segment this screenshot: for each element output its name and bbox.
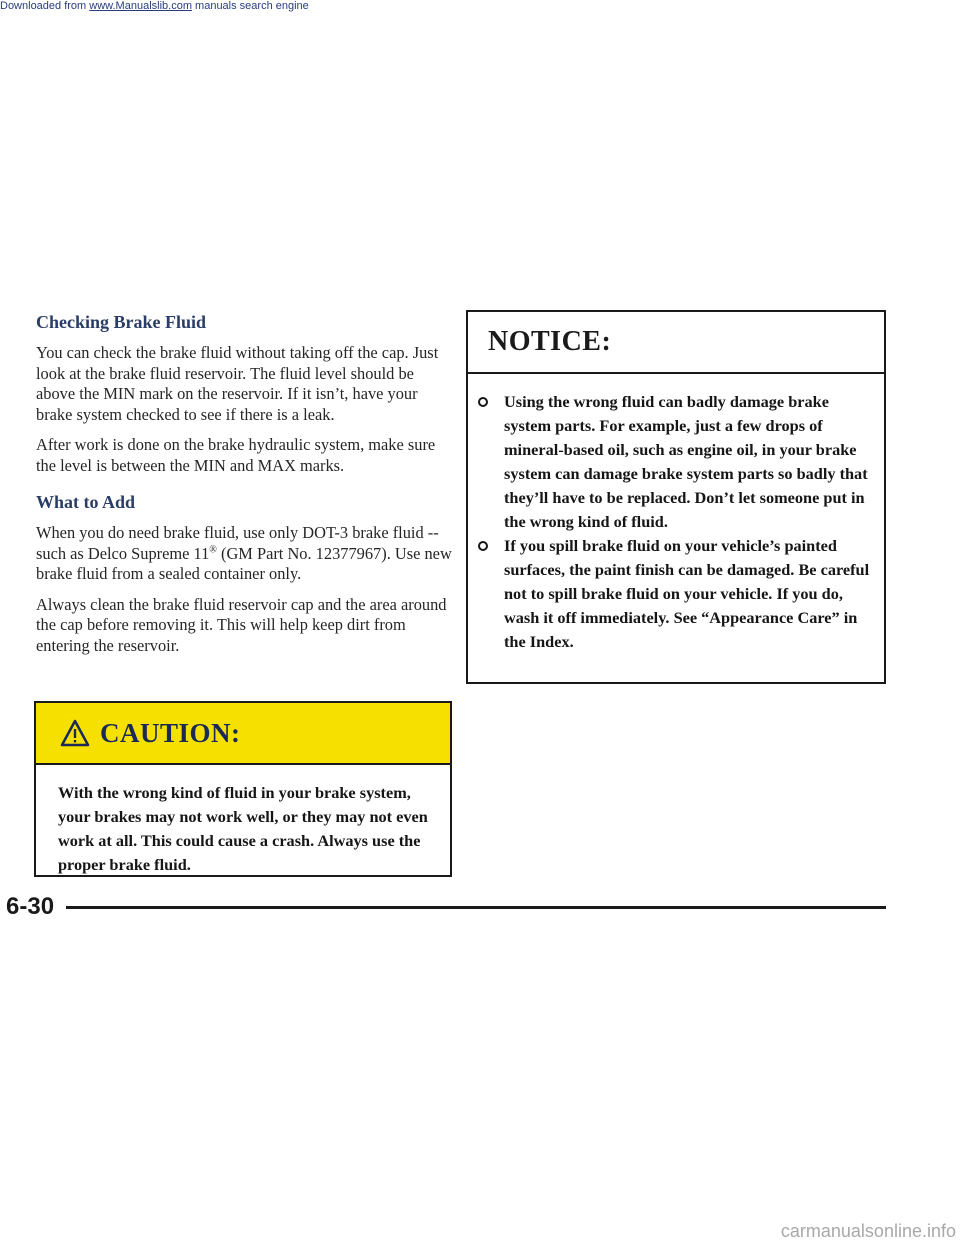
page-number: 6-30 (6, 893, 55, 920)
manualslib-link[interactable]: www.Manualslib.com (89, 0, 192, 12)
footer-rule (66, 906, 886, 909)
watermark-suffix: manuals search engine (191, 0, 309, 12)
paragraph (36, 523, 452, 585)
page-footer (6, 889, 886, 925)
notice-item (476, 534, 874, 654)
caution-header (36, 703, 450, 765)
caution-box (34, 701, 452, 877)
caution-title: CAUTION: (100, 717, 241, 748)
registered-mark: ® (209, 544, 217, 556)
watermark-prefix: Downloaded from (0, 0, 90, 12)
paragraph: After work is done on the brake hydraulic system, make sure the level is between the MIN and MAX marks. (36, 435, 436, 475)
left-column (36, 312, 452, 666)
caution-text: With the wrong kind of fluid in your brake system, your brakes may not work well, or they may not even work at all. This could cause a crash. Always use the proper brake fluid. (58, 783, 428, 874)
what-to-add-heading: What to Add (36, 492, 136, 512)
download-watermark (0, 0, 309, 12)
notice-box (466, 310, 886, 684)
notice-item-text: If you spill brake fluid on your vehicle’s painted surfaces, the paint finish can be damaged. Be careful not to spill brake fluid on your vehicle. If you do, wash it off immediately. See “Appearance Care” in the Index. (504, 536, 870, 651)
site-watermark: carmanualsonline.info (780, 1221, 956, 1241)
notice-item-text: Using the wrong fluid can badly damage brake system parts. For example, just a few drops of mineral-based oil, such as engine oil, in your brake system can damage brake system parts so badly that they’ll have to be replaced. Don’t let someone put in the wrong kind of fluid. (504, 392, 868, 531)
bullet-icon (478, 397, 488, 407)
notice-list (468, 374, 884, 654)
paragraph: Always clean the brake fluid reservoir cap and the area around the cap before removing it. This will help keep dirt from entering the reservoir. (36, 594, 447, 655)
notice-title: NOTICE: (488, 326, 612, 357)
paragraph-text: When you do need brake fluid, use only DOT-3 brake fluid -- such as Delco Supreme 11 (36, 523, 439, 563)
bullet-icon (478, 541, 488, 551)
notice-item (476, 390, 874, 534)
checking-brake-fluid-heading: Checking Brake Fluid (36, 312, 207, 332)
notice-header (468, 312, 884, 374)
paragraph-text: (GM Part No. 12377967). Use new brake fluid from a sealed container only. (36, 543, 452, 583)
paragraph: You can check the brake fluid without taking off the cap. Just look at the brake fluid reservoir. The fluid level should be above the MIN mark on the reservoir. If it isn’t, have your brake system checked to see if there is a leak. (36, 343, 439, 424)
warning-triangle-icon (60, 719, 90, 747)
